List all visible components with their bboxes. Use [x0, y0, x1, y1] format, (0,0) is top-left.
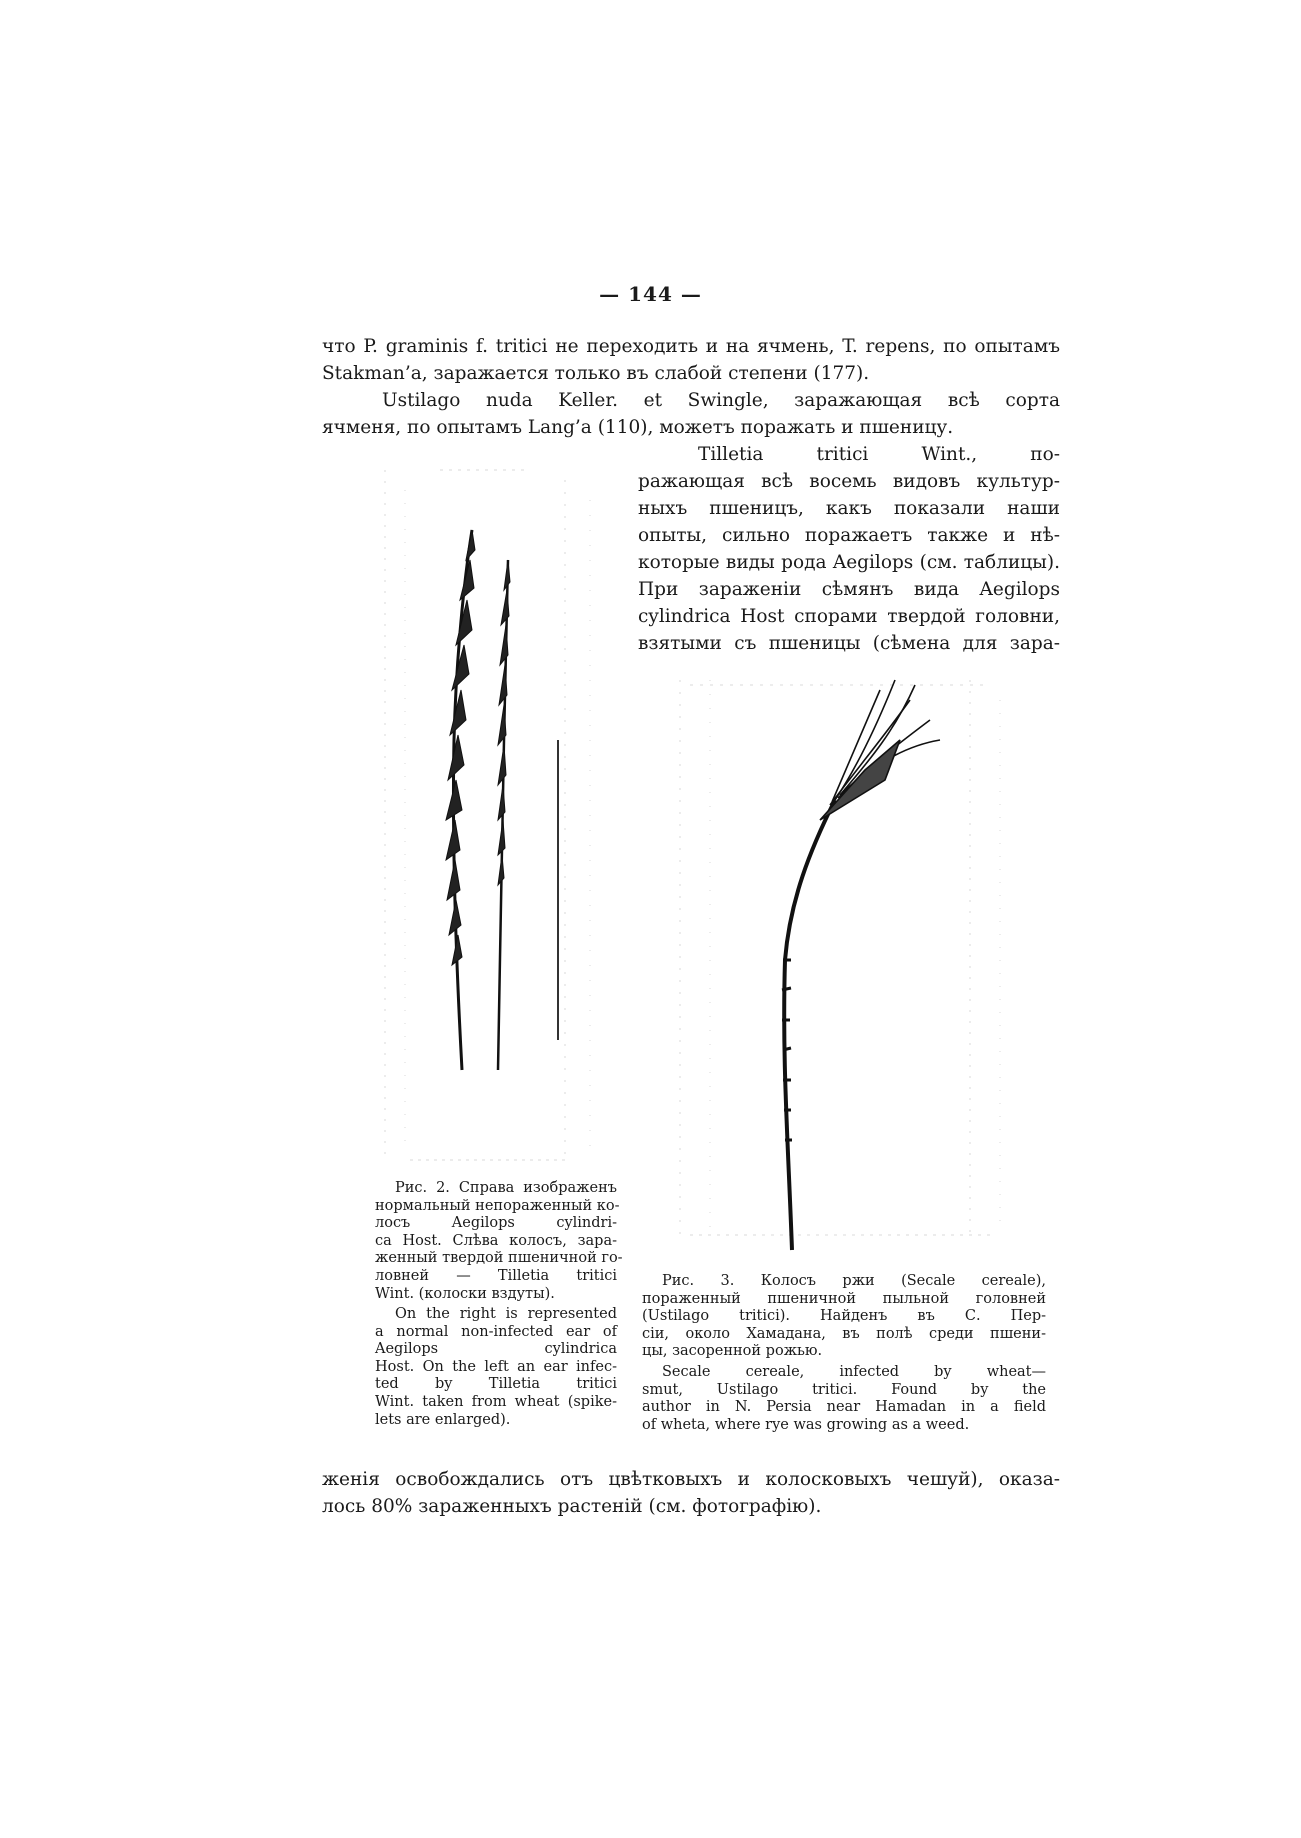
- paragraph-4: [322, 1466, 1060, 1520]
- text-line: Ustilago nuda Keller. et Swingle, заражающая всѣ сорта: [382, 390, 1060, 411]
- paragraph-3: [638, 441, 1060, 657]
- caption-line: женный твердой пшеничной го-: [375, 1250, 623, 1267]
- text-line: Tilletia tritici Wint., по-: [698, 444, 1060, 465]
- caption-line: Host. On the left an ear infec-: [375, 1358, 617, 1375]
- figure-3-caption-en: [642, 1364, 1046, 1434]
- caption-line: нормальный непораженный ко-: [375, 1197, 620, 1214]
- caption-line: On the right is represented: [395, 1306, 617, 1322]
- rye-ear-head: [820, 680, 940, 820]
- text-line: ныхъ пшеницъ, какъ показали наши: [638, 498, 1060, 519]
- caption-line: ted by Tilletia tritici: [375, 1376, 617, 1393]
- caption-line: smut, Ustilago tritici. Found by the: [642, 1381, 1046, 1398]
- text-line: ячменя, по опытамъ Lang’a (110), можетъ поражать и пшеницу.: [322, 417, 954, 438]
- caption-line: Secale cereale, infected by wheat—: [662, 1364, 1046, 1380]
- text-line: которые виды рода Aegilops (см. таблицы).: [638, 552, 1060, 573]
- text-line: взятыми съ пшеницы (сѣмена для зара-: [638, 633, 1060, 654]
- text-line: женiя освобождались отъ цвѣтковыхъ и колосковыхъ чешуй), оказа-: [322, 1469, 1060, 1490]
- caption-line: лосъ Aegilops cylindri-: [375, 1215, 617, 1232]
- caption-line: a normal non-infected ear of: [375, 1323, 617, 1340]
- rye-stem: [782, 800, 835, 1250]
- caption-line: lets are enlarged).: [375, 1411, 511, 1428]
- caption-line: Рис. 3. Колосъ ржи (Secale cereale),: [662, 1273, 1046, 1289]
- caption-line: ca Host. Слѣва колосъ, зара-: [375, 1232, 617, 1249]
- text-line: лось 80% зараженныхъ растенiй (см. фотографiю).: [322, 1496, 822, 1517]
- text-line: При зараженiи сѣмянъ вида Aegilops: [638, 579, 1060, 600]
- caption-line: author in N. Persia near Hamadan in a field: [642, 1399, 1046, 1416]
- caption-line: Рис. 2. Справа изображенъ: [395, 1180, 617, 1196]
- paragraph-2: [322, 387, 1060, 441]
- caption-line: ловней — Tilletia tritici: [375, 1267, 617, 1284]
- caption-line: сiи, около Хамадана, въ полѣ среди пшени-: [642, 1325, 1046, 1342]
- right-ear: [498, 560, 510, 1070]
- text-line: что P. graminis f. tritici не переходить и на ячмень, T. repens, по опытамъ: [322, 336, 1060, 357]
- caption-line: Wint. (колоски вздуты).: [375, 1285, 555, 1302]
- figure-3-rye-ear: [670, 660, 1020, 1260]
- figure-2-caption-en: [375, 1306, 617, 1429]
- figure-2-aegilops-ears: [380, 460, 610, 1170]
- caption-line: (Ustilago tritici). Найденъ въ С. Пер-: [642, 1308, 1046, 1325]
- figure-3-caption-ru: [642, 1273, 1046, 1361]
- caption-line: цы, засоренной рожью.: [642, 1343, 823, 1360]
- caption-line: Wint. taken from wheat (spike-: [375, 1393, 617, 1410]
- caption-line: пораженный пшеничной пыльной головней: [642, 1290, 1046, 1307]
- text-line: опыты, сильно поражаетъ также и нѣ-: [638, 525, 1060, 546]
- caption-line: of wheta, where rye was growing as a weed.: [642, 1416, 970, 1433]
- text-line: cylindrica Host спорами твердой головни,: [638, 606, 1060, 627]
- left-ear: [446, 530, 475, 1070]
- text-line: ражающая всѣ восемь видовъ культур-: [638, 471, 1060, 492]
- text-line: Stakman’a, заражается только въ слабой степени (177).: [322, 363, 870, 384]
- figure-2-illustration: [380, 460, 610, 1170]
- figure-3-illustration: [670, 660, 1020, 1260]
- page-number: — 144 —: [599, 282, 702, 306]
- figure-2-caption-ru: [375, 1180, 623, 1303]
- paragraph-1: [322, 333, 1060, 387]
- caption-line: Aegilops cylindrica: [375, 1341, 617, 1358]
